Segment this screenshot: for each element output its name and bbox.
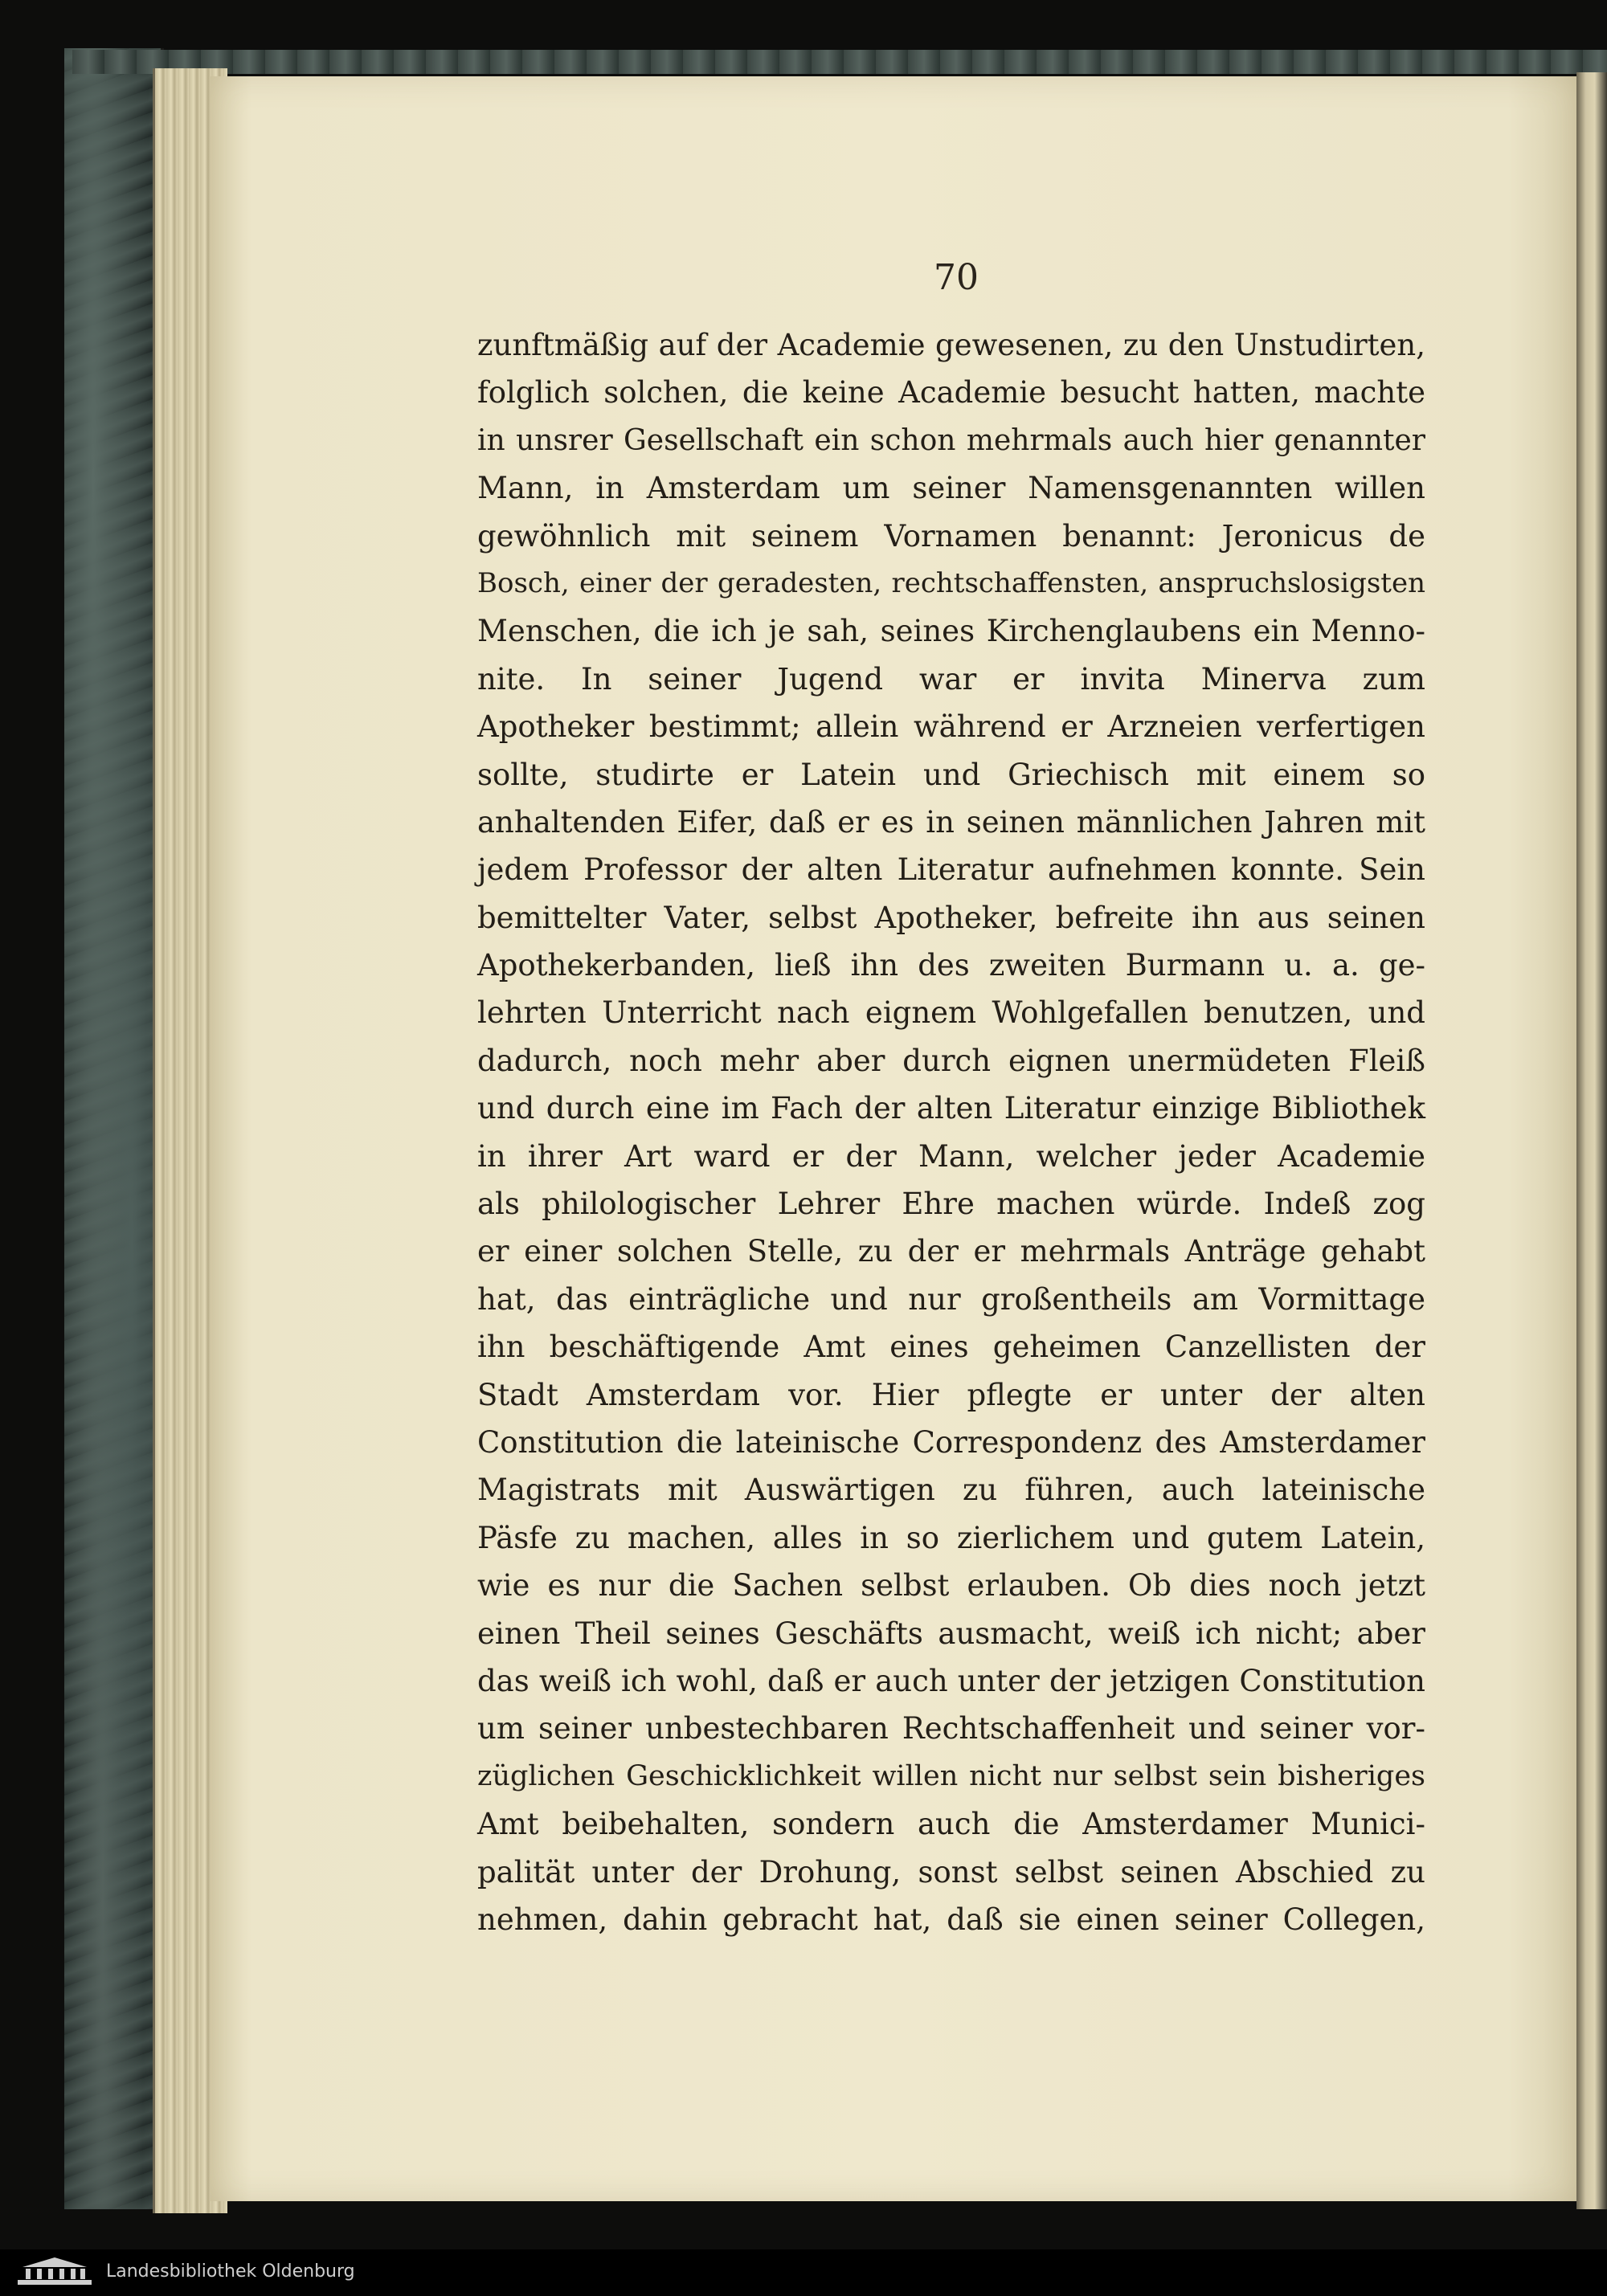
text-line: Amt beibehalten, sondern auch die Amsterdamer Munici-: [477, 1807, 1425, 1842]
text-line: lehrten Unterricht nach eignem Wohlgefallen benutzen, und: [477, 995, 1425, 1031]
text-line: Apotheker bestimmt; allein während er Arzneien verfertigen: [477, 709, 1425, 745]
text-line: palität unter der Drohung, sonst selbst seinen Abschied zu: [477, 1854, 1425, 1890]
text-line: anhaltenden Eifer, daß er es in seinen männlichen Jahren mit: [477, 804, 1425, 840]
text-line: Menschen, die ich je sah, seines Kirchenglaubens ein Menno-: [477, 614, 1425, 649]
text-line: einen Theil seines Geschäfts ausmacht, weiß ich nicht; aber: [477, 1616, 1425, 1651]
text-line: ihn beschäftigende Amt eines geheimen Canzellisten der: [477, 1330, 1425, 1365]
text-line: und durch eine im Fach der alten Literatur einzige Bibliothek: [477, 1091, 1425, 1126]
text-line: nehmen, dahin gebracht hat, daß sie einen seiner Collegen,: [477, 1902, 1425, 1937]
text-line: als philologischer Lehrer Ehre machen würde. Indeß zog: [477, 1187, 1425, 1222]
text-line: er einer solchen Stelle, zu der er mehrmals Anträge gehabt: [477, 1234, 1425, 1269]
text-line: um seiner unbestechbaren Rechtschaffenheit und seiner vor-: [477, 1711, 1425, 1747]
text-line: Mann, in Amsterdam um seiner Namensgenannten willen: [477, 471, 1425, 506]
text-line: Päsfe zu machen, alles in so zierlichem und gutem Latein,: [477, 1520, 1425, 1555]
facing-page-edge: [1576, 72, 1607, 2209]
text-line: folglich solchen, die keine Academie besucht hatten, machte: [477, 375, 1425, 411]
footer-library-name: Landesbibliothek Oldenburg: [106, 2261, 355, 2282]
text-line: hat, das einträgliche und nur großentheils am Vormittage: [477, 1281, 1425, 1317]
text-line: Bosch, einer der geradesten, rechtschaffensten, anspruchslosigsten: [477, 566, 1425, 599]
text-line: jedem Professor der alten Literatur aufnehmen konnte. Sein: [477, 852, 1425, 888]
book-cover-marbled: [64, 48, 164, 2209]
text-line: züglichen Geschicklichkeit willen nicht nur selbst sein bisheriges: [477, 1759, 1425, 1792]
page-number: 70: [934, 257, 979, 298]
text-line: Magistrats mit Auswärtigen zu führen, auch lateinische: [477, 1473, 1425, 1508]
text-line: das weiß ich wohl, daß er auch unter der jetzigen Constitution: [477, 1663, 1425, 1698]
text-line: Apothekerbanden, ließ ihn des zweiten Burmann u. a. ge-: [477, 948, 1425, 983]
library-building-icon: [14, 2256, 95, 2288]
text-line: zunftmäßig auf der Academie gewesenen, zu den Unstudirten,: [477, 328, 1425, 362]
text-line: in unsrer Gesellschaft ein schon mehrmals auch hier genannter: [477, 423, 1425, 457]
text-line: gewöhnlich mit seinem Vornamen benannt: Jeronicus de: [477, 518, 1425, 554]
body-text: [477, 321, 1425, 1943]
text-line: Stadt Amsterdam vor. Hier pflegte er unter der alten: [477, 1377, 1425, 1412]
text-line: nite. In seiner Jugend war er invita Minerva zum: [477, 661, 1425, 697]
text-line: dadurch, noch mehr aber durch eignen unermüdeten Fleiß: [477, 1043, 1425, 1078]
text-line: Constitution die lateinische Correspondenz des Amsterdamer: [477, 1424, 1425, 1460]
text-line: sollte, studirte er Latein und Griechisch mit einem so: [477, 757, 1425, 792]
text-line: bemittelter Vater, selbst Apotheker, befreite ihn aus seinen: [477, 900, 1425, 935]
text-line: in ihrer Art ward er der Mann, welcher jeder Academie: [477, 1138, 1425, 1174]
book-cover-top-edge: [72, 50, 1607, 74]
text-line: wie es nur die Sachen selbst erlauben. Ob dies noch jetzt: [477, 1568, 1425, 1604]
